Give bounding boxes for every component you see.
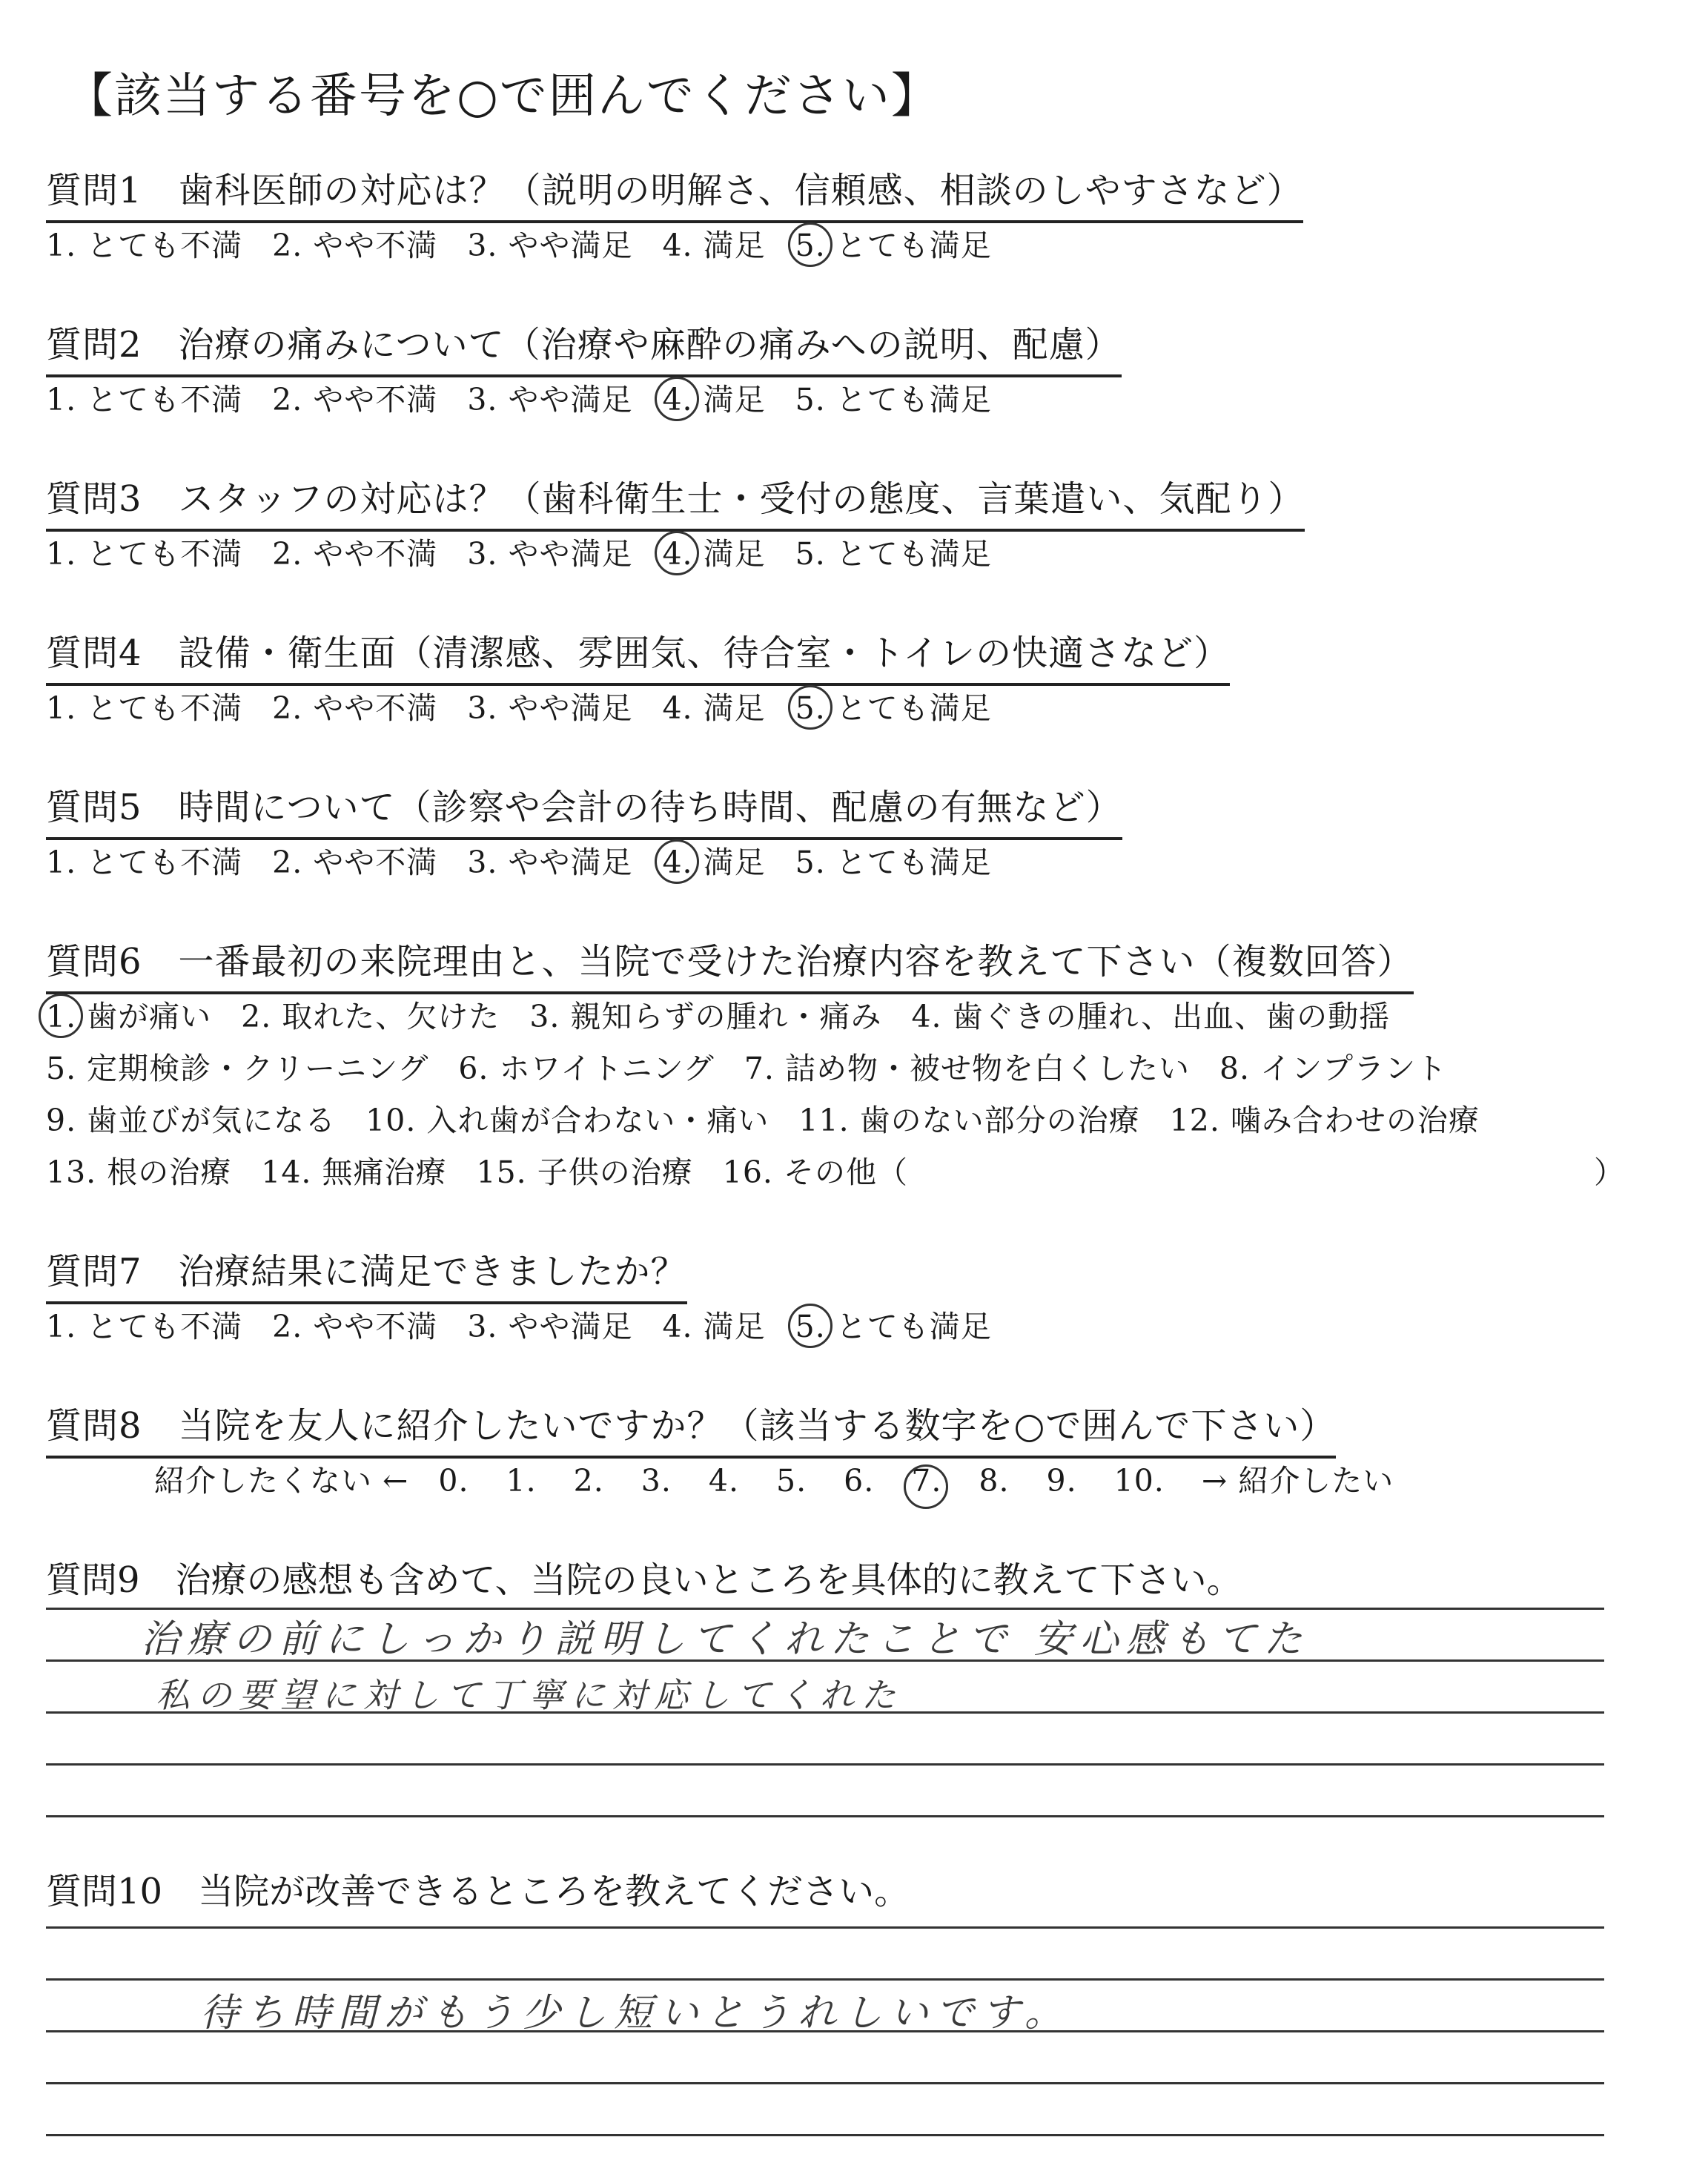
reason-option[interactable]: 16. その他（ — [722, 1155, 908, 1190]
page-header: 【該当する番号を○で囲んでください】 — [65, 69, 940, 124]
question-6-close-paren: ） — [1594, 1155, 1624, 1190]
reason-option[interactable]: 7. 詰め物・被せ物を白くしたい — [744, 1051, 1190, 1086]
scale-option[interactable]: 1. とても不満 — [46, 1309, 243, 1344]
reason-option[interactable]: 8. インプラント — [1219, 1051, 1448, 1086]
scale-option[interactable]: 5. とても満足 — [795, 1302, 992, 1346]
question-5-title: 質問5 時間について（診察や会計の待ち時間、配慮の有無など） — [46, 779, 1122, 840]
recommend-score[interactable]: 7. — [911, 1463, 942, 1499]
scale-option[interactable]: 1. とても不満 — [46, 228, 243, 263]
scale-option[interactable]: 4. 満足 — [662, 529, 765, 573]
scale-option[interactable]: 2. やや不満 — [272, 690, 438, 726]
scale-left-label: 紹介したくない ← — [154, 1463, 409, 1499]
recommend-score[interactable]: 4. — [708, 1463, 740, 1499]
scale-option[interactable]: 1. とても不満 — [46, 690, 243, 726]
scale-option[interactable]: 4. 満足 — [662, 228, 766, 263]
scale-option[interactable]: 3. やや満足 — [467, 536, 633, 572]
question-1-title: 質問1 歯科医師の対応は？（説明の明解さ、信頼感、相談のしやすさなど） — [46, 162, 1303, 223]
scale-right-label: → 紹介したい — [1201, 1463, 1394, 1499]
question-4-options — [46, 684, 1022, 727]
scale-option[interactable]: 3. やや満足 — [467, 382, 633, 417]
reason-option[interactable]: 15. 子供の治療 — [476, 1155, 693, 1190]
recommend-score[interactable]: 1. — [506, 1463, 537, 1499]
question-10-answer-line-1: 待ち時間がもう少し短いとうれしいです。 — [200, 1991, 1070, 2035]
question-6-row — [46, 992, 1420, 1036]
scale-option[interactable]: 5. とても満足 — [795, 845, 992, 880]
question-6-row — [46, 1148, 938, 1192]
question-5-options — [46, 838, 1022, 882]
reason-option[interactable]: 4. 歯ぐきの腫れ、出血、歯の動揺 — [911, 999, 1391, 1034]
question-3-title: 質問3 スタッフの対応は？（歯科衛生士・受付の態度、言葉遣い、気配り） — [46, 470, 1305, 532]
reason-option[interactable]: 9. 歯並びが気になる — [46, 1103, 337, 1138]
scale-option[interactable]: 3. やや満足 — [467, 1309, 633, 1344]
scale-option[interactable]: 4. 満足 — [662, 1309, 766, 1344]
question-6-row — [46, 1044, 1477, 1088]
scale-option[interactable]: 2. やや不満 — [272, 1309, 438, 1344]
reason-option[interactable]: 2. 取れた、欠けた — [241, 999, 500, 1034]
question-7-options — [46, 1302, 1022, 1346]
question-1-options — [46, 221, 1022, 265]
scale-option[interactable]: 3. やや満足 — [467, 690, 633, 726]
scale-option[interactable]: 3. やや満足 — [467, 845, 633, 880]
scale-option[interactable]: 2. やや不満 — [272, 382, 438, 417]
answer-line — [46, 2134, 1604, 2136]
recommend-score[interactable]: 0. — [438, 1463, 469, 1499]
question-6-title: 質問6 一番最初の来院理由と、当院で受けた治療内容を教えて下さい（複数回答） — [46, 933, 1414, 994]
recommend-score[interactable]: 9. — [1046, 1463, 1077, 1499]
question-3-options — [46, 529, 1022, 573]
scale-option[interactable]: 1. とても不満 — [46, 382, 243, 417]
question-2-title: 質問2 治療の痛みについて（治療や麻酔の痛みへの説明、配慮） — [46, 316, 1122, 377]
scale-option[interactable]: 5. とても満足 — [795, 221, 992, 265]
recommend-score[interactable]: 3. — [640, 1463, 672, 1499]
answer-line — [46, 1926, 1604, 1929]
scale-option[interactable]: 2. やや不満 — [272, 536, 438, 572]
recommend-score[interactable]: 6. — [844, 1463, 875, 1499]
question-9-title: 質問9 治療の感想も含めて、当院の良いところを具体的に教えて下さい。 — [46, 1559, 1242, 1601]
reason-option[interactable]: 14. 無痛治療 — [261, 1155, 447, 1190]
scale-option[interactable]: 1. とても不満 — [46, 845, 243, 880]
scale-option[interactable]: 4. 満足 — [662, 838, 765, 882]
recommend-score[interactable]: 10. — [1113, 1463, 1165, 1499]
reason-option[interactable]: 5. 定期検診・クリーニング — [46, 1051, 429, 1086]
answer-line — [46, 1815, 1604, 1817]
question-8-title: 質問8 当院を友人に紹介したいですか？（該当する数字を○で囲んで下さい） — [46, 1397, 1336, 1459]
reason-option[interactable]: 1. 歯が痛い — [46, 992, 211, 1036]
answer-line — [46, 1978, 1604, 1981]
scale-option[interactable]: 2. やや不満 — [272, 845, 438, 880]
reason-option[interactable]: 6. ホワイトニング — [458, 1051, 715, 1086]
scale-option[interactable]: 5. とても満足 — [795, 382, 992, 417]
scale-option[interactable]: 1. とても不満 — [46, 536, 243, 572]
reason-option[interactable]: 3. 親知らずの腫れ・痛み — [529, 999, 882, 1034]
scale-option[interactable]: 4. 満足 — [662, 375, 765, 419]
question-9-answer-line-2: 私の要望に対して丁寧に対応してくれた — [156, 1675, 903, 1715]
question-7-title: 質問7 治療結果に満足できましたか？ — [46, 1243, 687, 1304]
scale-option[interactable]: 4. 満足 — [662, 690, 766, 726]
reason-option[interactable]: 11. 歯のない部分の治療 — [798, 1103, 1140, 1138]
recommend-score[interactable]: 8. — [979, 1463, 1010, 1499]
scale-option[interactable]: 2. やや不満 — [272, 228, 438, 263]
question-2-options — [46, 375, 1022, 419]
recommend-score[interactable]: 2. — [573, 1463, 604, 1499]
scale-option[interactable]: 5. とても満足 — [795, 684, 992, 727]
answer-line — [46, 1763, 1604, 1766]
scale-option[interactable]: 5. とても満足 — [795, 536, 992, 572]
scale-option[interactable]: 3. やや満足 — [467, 228, 633, 263]
question-4-title: 質問4 設備・衛生面（清潔感、雰囲気、待合室・トイレの快適さなど） — [46, 624, 1230, 686]
question-10-title: 質問10 当院が改善できるところを教えてください。 — [46, 1871, 910, 1912]
reason-option[interactable]: 12. 噛み合わせの治療 — [1169, 1103, 1480, 1138]
question-6-row — [46, 1096, 1509, 1140]
answer-line — [46, 2082, 1604, 2084]
reason-option[interactable]: 10. 入れ歯が合わない・痛い — [365, 1103, 769, 1138]
reason-option[interactable]: 13. 根の治療 — [46, 1155, 232, 1190]
recommend-score[interactable]: 5. — [776, 1463, 807, 1499]
question-9-answer-line-1: 治療の前にしっかり説明してくれたことで 安心感もてた — [141, 1617, 1310, 1662]
question-8-scale — [154, 1456, 1423, 1500]
